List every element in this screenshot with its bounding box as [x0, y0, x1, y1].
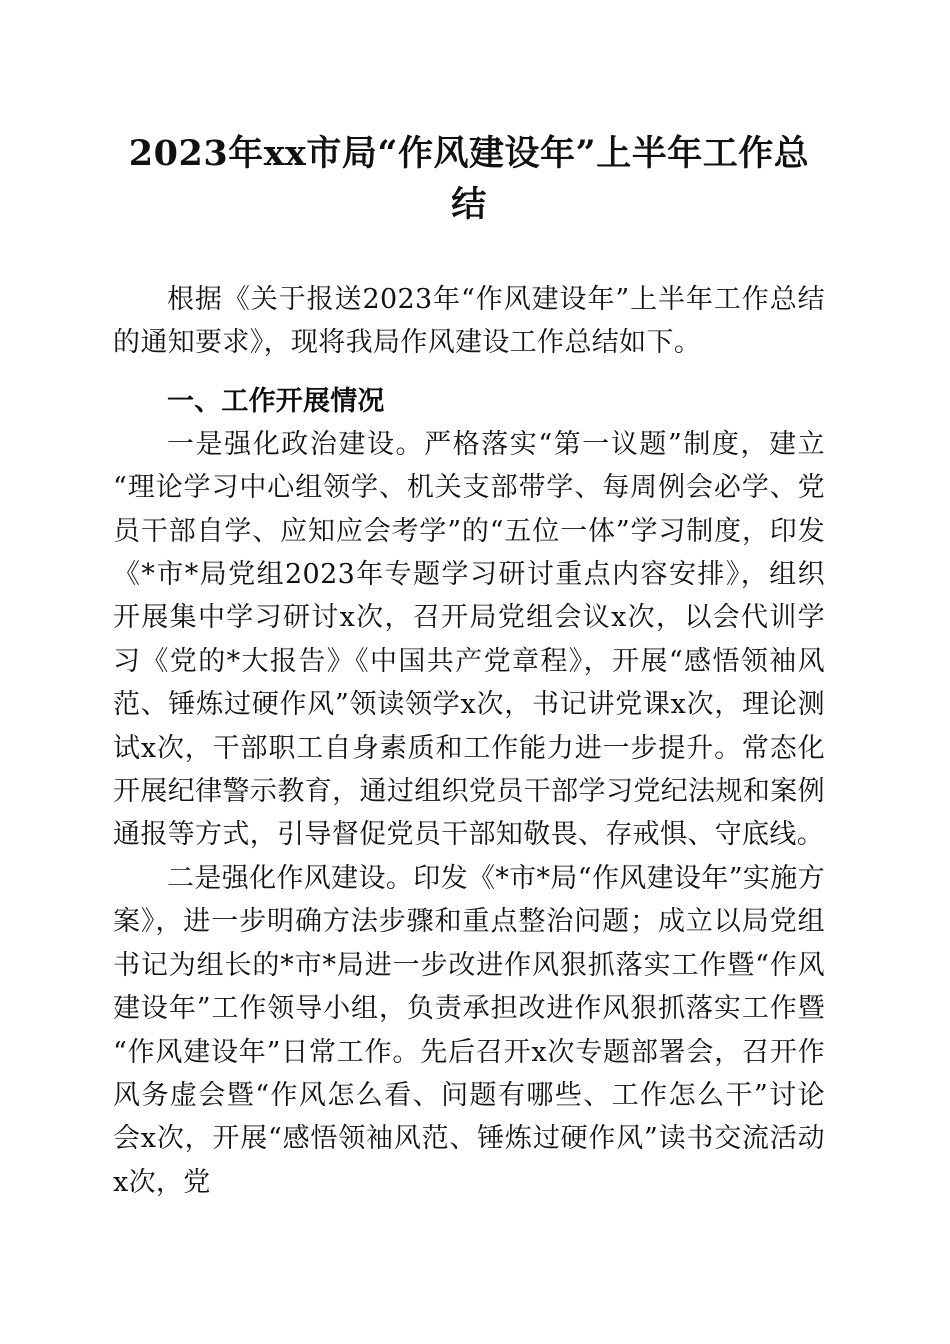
body-paragraph-work-style-construction: 二是强化作风建设。印发《*市*局“作风建设年”实施方案》，进一步明确方法步骤和重点整治问题；成立以局党组书记为组长的*市*局进一步改进作风狠抓落实工作暨“作风建设年”工作领导小组，负责承担改进作风狠抓落实工作暨“作风建设年”日常工作。先后召开x次专题部署会，召开作风务虚会暨“作风怎么看、问题有哪些、工作怎么干”讨论会x次，开展“感悟领袖风范、锤炼过硬作风”读书交流活动x次，党 [113, 862, 825, 1198]
body-paragraph-political-construction: 一是强化政治建设。严格落实“第一议题”制度，建立“理论学习中心组领学、机关支部带学、每周例会必学、党员干部自学、应知应会考学”的“五位一体”学习制度，印发《*市*局党组2023年专题学习研讨重点内容安排》，组织开展集中学习研讨x次，召开局党组会议x次，以会代训学习《党的*大报告》《中国共产党章程》，开展“感悟领袖风范、锤炼过硬作风”领读领学x次，书记讲党课x次，理论测试x次，干部职工自身素质和工作能力进一步提升。常态化开展纪律警示教育，通过组织党员干部学习党纪法规和案例通报等方式，引导督促党员干部知敬畏、存戒惧、守底线。 [113, 428, 825, 851]
page-title: 2023年xx市局“作风建设年”上半年工作总结 [128, 133, 810, 225]
intro-paragraph: 根据《关于报送2023年“作风建设年”上半年工作总结的通知要求》，现将我局作风建设工作总结如下。 [113, 284, 825, 359]
section-heading-work-progress: 一、工作开展情况 [167, 385, 385, 417]
document-content [113, 0, 825, 1204]
